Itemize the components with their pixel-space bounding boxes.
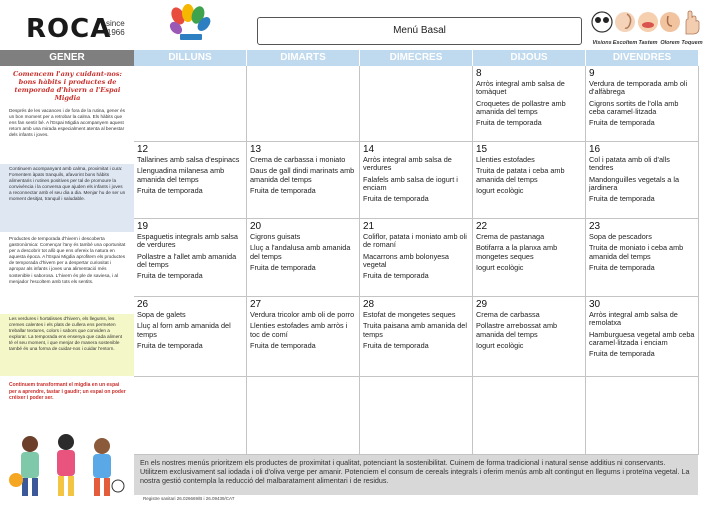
day-header-thursday: DIJOUS <box>473 50 585 66</box>
day-cell-monday <box>134 142 247 219</box>
mouth-face-icon <box>636 8 660 38</box>
empty-day-cell <box>134 66 247 142</box>
dessert-item: Fruita de temporada <box>589 262 655 272</box>
dish-item: Crema de carbassa i moniato <box>250 155 346 164</box>
panel-paragraph: Productes de temporada d'hivern i descoberta gastronòmica: Començar l'any és també una oportunitat per a descobrir tot allò que ens ofereix la natura en aquesta època. A l'Espai Migdia aprofitem els productes de temporada d'hivern per a despertar curiositat i apropar als infants i joves una alimentació més sostenible i saborosa. L'hivern és ple de saviesa, i al menjador l'escoltem amb tots els sentits. <box>9 236 126 284</box>
dessert-item: Iogurt ecològic <box>476 185 524 195</box>
dish-item: Arròs integral amb salsa de remolatxa <box>589 310 678 328</box>
logo-word: ROCA <box>26 14 112 44</box>
dish-item: Crema de pastanaga <box>476 232 545 241</box>
day-number: 28 <box>363 299 375 310</box>
menu-title: Menú Basal <box>257 17 582 45</box>
dish-item: Verdura tricolor amb oli de porro <box>250 310 355 319</box>
dessert-item: Fruita de temporada <box>589 349 655 359</box>
day-number: 13 <box>250 144 262 155</box>
day-header-monday: DILLUNS <box>134 50 246 66</box>
day-number: 14 <box>363 144 375 155</box>
day-header-wednesday: DIMECRES <box>360 50 472 66</box>
empty-day-cell <box>247 377 360 455</box>
dish-item: Col i patata amb oli d'alls tendres <box>589 155 670 173</box>
face-caption: Visions <box>592 40 612 46</box>
day-number: 9 <box>589 68 595 79</box>
dessert-item: Iogurt ecològic <box>476 262 524 272</box>
dish-item: Tallarines amb salsa d'espinacs <box>137 155 240 164</box>
day-header-friday: DIVENDRES <box>586 50 698 66</box>
dish-item: Truita paisana amb amanida del temps <box>363 321 467 339</box>
dish-item: Arròs integral amb salsa de verdures <box>363 155 452 173</box>
dish-item: Cigrons sortits de l'olla amb ceba caramel·litzada <box>589 98 679 116</box>
panel-title: Comencem l'any cuidant-nos: bons hàbits i productes de temporada d'hivern a l'Espai Migdia <box>13 70 122 102</box>
day-cell-tuesday <box>247 297 360 377</box>
dessert-item: Fruita de temporada <box>250 340 316 350</box>
senses-faces <box>590 8 705 54</box>
dish-item: Truita de patata i ceba amb amanida del temps <box>476 166 565 184</box>
dish-item: Croquetes de pollastre amb amanida del temps <box>476 98 566 116</box>
panel-paragraph-highlight: Continuem acompanyant amb calma, proximitat i cura: Fomentem àpats tranquils, afavorint bons hàbits alimentaris i rutines positives per tal de promoure la convivència i la conversa que ajuden els infants i joves a reconnectar amb el seu dia a dia. Menjar hu de ser un moment desitjat, tranquil i saludable. <box>0 164 134 232</box>
dish-item: Macarrons amb bolonyesa vegetal <box>363 251 449 269</box>
day-cell-wednesday <box>360 219 473 297</box>
day-cell-thursday <box>473 142 586 219</box>
dessert-item: Fruita de temporada <box>363 271 429 281</box>
day-number: 20 <box>250 221 262 232</box>
dish-item: Mandonguilles vegetals a la jardinera <box>589 174 680 192</box>
dessert-item: Fruita de temporada <box>137 185 203 195</box>
day-cell-thursday <box>473 297 586 377</box>
day-cell-friday <box>586 297 699 377</box>
empty-day-cell <box>360 66 473 142</box>
day-cell-friday <box>586 219 699 297</box>
day-cell-monday <box>134 297 247 377</box>
day-cell-thursday <box>473 219 586 297</box>
dish-item: Crema de carbassa <box>476 310 540 319</box>
dessert-item: Fruita de temporada <box>589 118 655 128</box>
dish-item: Coliflor, patata i moniato amb oli de romaní <box>363 232 467 250</box>
dish-item: Llenties estofades amb arròs i toc de comí <box>250 321 348 339</box>
dish-item: Llenguadina milanesa amb amanida del temps <box>137 166 225 184</box>
day-number: 12 <box>137 144 149 155</box>
month-header: GENER <box>0 50 134 66</box>
dessert-item: Fruita de temporada <box>137 271 203 281</box>
empty-day-cell <box>586 377 699 455</box>
day-cell-monday <box>134 219 247 297</box>
dessert-item: Fruita de temporada <box>363 194 429 204</box>
dish-item: Lluç a l'andalusa amb amanida del temps <box>250 243 351 261</box>
day-number: 19 <box>137 221 149 232</box>
day-cell-tuesday <box>247 142 360 219</box>
face-caption: Olorem <box>660 40 680 46</box>
day-cell-tuesday <box>247 219 360 297</box>
dish-item: Estofat de mongetes seques <box>363 310 456 319</box>
dish-item: Falafels amb salsa de iogurt i enciam <box>363 174 458 192</box>
day-cell-friday <box>586 142 699 219</box>
dish-item: Daus de gall dindi marinats amb amanida del temps <box>250 166 355 184</box>
day-number: 29 <box>476 299 488 310</box>
roca-logo <box>22 10 132 46</box>
dish-item: Llenties estofades <box>476 155 535 164</box>
dish-item: Botifarra a la planxa amb mongetes seques <box>476 243 558 261</box>
empty-day-cell <box>134 377 247 455</box>
dessert-item: Fruita de temporada <box>589 194 655 204</box>
face-caption: Toquem <box>681 40 703 46</box>
face-caption: Tastem <box>638 40 658 46</box>
dessert-item: Fruita de temporada <box>476 118 542 128</box>
day-number: 15 <box>476 144 488 155</box>
day-number: 23 <box>589 221 601 232</box>
day-cell-wednesday <box>360 297 473 377</box>
day-cell-thursday <box>473 66 586 142</box>
hand-face-icon <box>680 8 704 38</box>
panel-closing: Continuem transformant el migdia en un espai per a aprendre, tastar i gaudir; un espai on poder créixer i poder ser. <box>9 382 126 402</box>
day-number: 22 <box>476 221 488 232</box>
colorful-hands-logo <box>168 4 212 44</box>
dish-item: Verdura de temporada amb oli d'alfàbrega <box>589 79 688 97</box>
panel-title-block <box>0 68 134 104</box>
dish-item: Espaguetis integrals amb salsa de verdures <box>137 232 238 250</box>
footer-note: En els nostres menús prioritzem els productes de proximitat i qualitat, potenciant la sostenibilitat. Cuinem de forma tradicional i natural sense additius ni conservants. Utilitzem exclusivament sal iodada i oli d'oliva verge per amanir. Potenciem el consum de cereals integrals i oferim menús amb alt contingut en llegums i proteïna vegetal. La nostra gestió contempla la reducció del malbaratament alimentari i de residus. <box>134 455 698 495</box>
day-cell-wednesday <box>360 142 473 219</box>
nose-face-icon <box>658 8 682 38</box>
dish-item: Pollastre arrebossat amb amanida del temps <box>476 321 558 339</box>
empty-day-cell <box>247 66 360 142</box>
children-illustration <box>6 430 126 500</box>
dessert-item: Fruita de temporada <box>363 340 429 350</box>
dish-item: Sopa de pescadors <box>589 232 652 241</box>
empty-day-cell <box>473 377 586 455</box>
logo-since: since 1966 <box>106 19 125 37</box>
dish-item: Cigrons guisats <box>250 232 301 241</box>
day-number: 26 <box>137 299 149 310</box>
registration-number: Registre sanitari 26.026669/B i 26.09439/CAT <box>143 496 235 501</box>
day-cell-friday <box>586 66 699 142</box>
face-caption: Escoltem <box>612 40 638 46</box>
dessert-item: Iogurt ecològic <box>476 340 524 350</box>
day-number: 21 <box>363 221 375 232</box>
dish-item: Lluç al forn amb amanida del temps <box>137 321 231 339</box>
dish-item: Pollastre a l'allet amb amanida del temps <box>137 251 237 269</box>
dessert-item: Fruita de temporada <box>250 262 316 272</box>
day-header-tuesday: DIMARTS <box>247 50 359 66</box>
dish-item: Arròs integral amb salsa de tomàquet <box>476 79 565 97</box>
day-number: 30 <box>589 299 601 310</box>
dish-item: Sopa de galets <box>137 310 186 319</box>
day-number: 27 <box>250 299 262 310</box>
empty-day-cell <box>360 377 473 455</box>
dessert-item: Fruita de temporada <box>250 185 316 195</box>
day-number: 8 <box>476 68 482 79</box>
dish-item: Hamburguesa vegetal amb ceba caramel·litzada i enciam <box>589 329 695 347</box>
eye-face-icon <box>590 8 614 38</box>
dessert-item: Fruita de temporada <box>137 340 203 350</box>
dish-item: Truita de moniato i ceba amb amanida del temps <box>589 243 684 261</box>
ear-face-icon <box>613 8 637 38</box>
panel-paragraph: Després de les vacances i de fora de la rutina, gener és un bon moment per a retrobar la calma. Els hàbits que ens fan sentir bé. A l'Espai Migdia acompanyem aquest retorn amb una mirada especialment atenta al benestar dels infants i joves. <box>9 108 125 138</box>
panel-paragraph-highlight: Les verdures i hortalisses d'hivern, els llegums, les cremes calentes i els plats de cullera ens permeten treballar textures, colors i sabors que conviden a explorar. La temporada ens ensenya que cada aliment té el seu moment, i que menjar de manera sostenible també és una forma de cuidar-nos i cuidar l'entorn. <box>0 314 134 376</box>
day-number: 16 <box>589 144 601 155</box>
